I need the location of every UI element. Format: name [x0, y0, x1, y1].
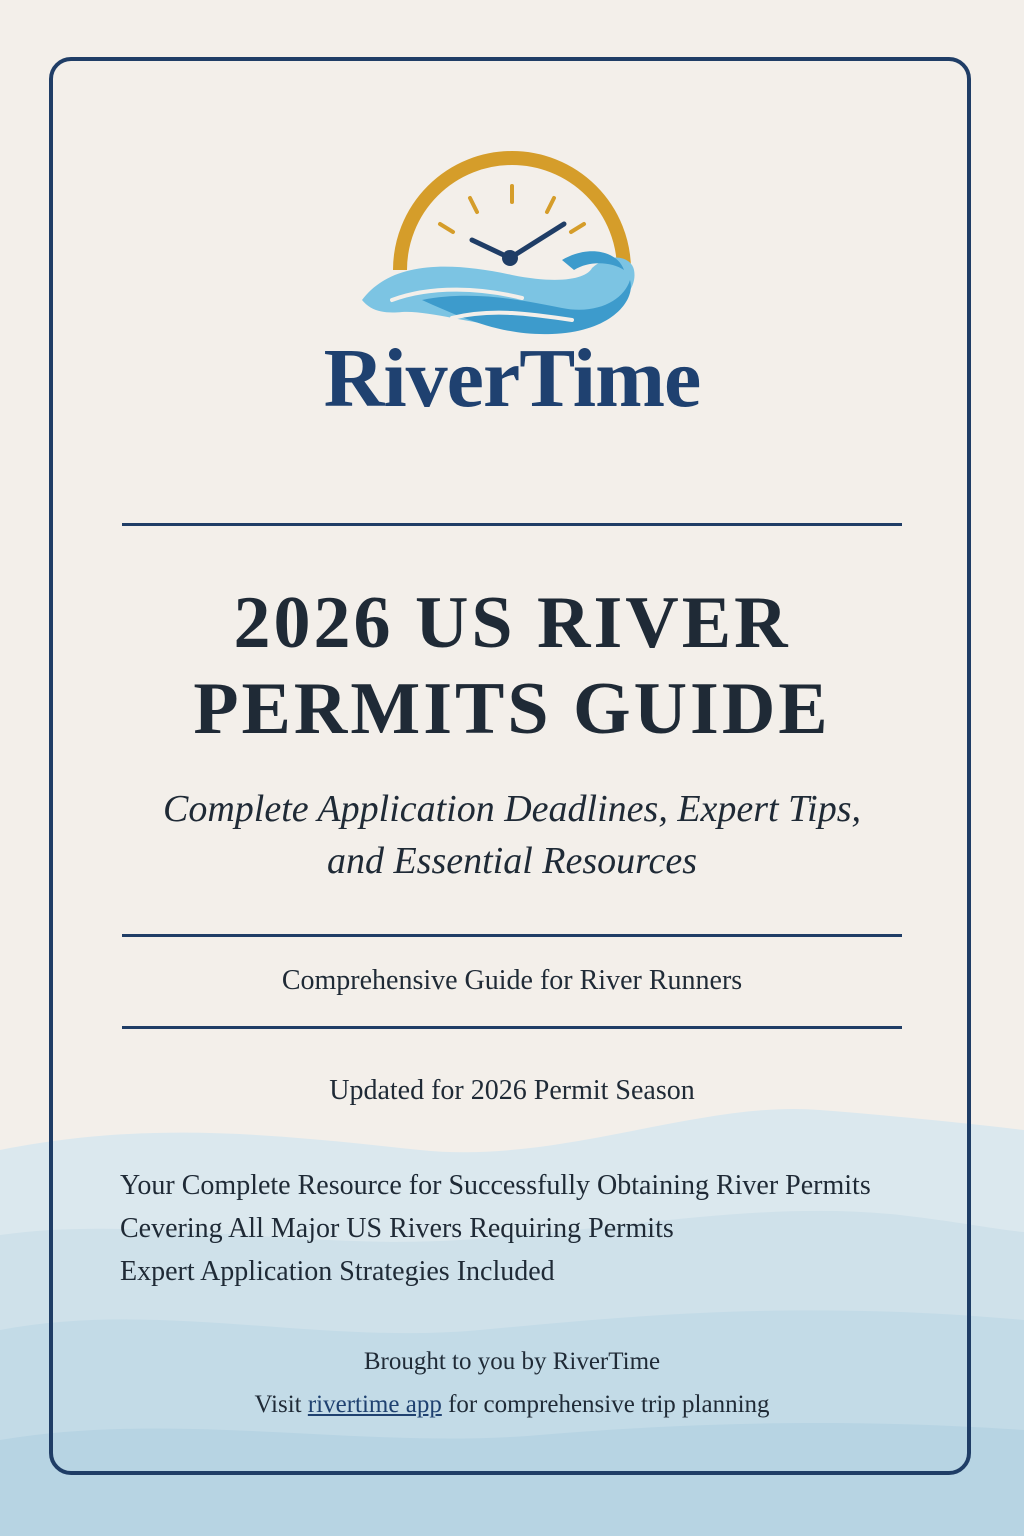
rivertime-logo-icon: [362, 150, 662, 340]
feature-line-1: Your Complete Resource for Successfully Obtaining River Permits: [120, 1170, 871, 1201]
subtitle-line-2: and Essential Resources: [326, 840, 698, 882]
visit-suffix: for comprehensive trip planning: [448, 1391, 770, 1418]
visit-line: [0, 1391, 1024, 1419]
subtitle-line-1: Complete Application Deadlines, Expert Tips,: [162, 788, 861, 830]
brand-name: RiverTime: [323, 332, 701, 425]
divider-top: [122, 523, 902, 526]
divider-bottom: [122, 1026, 902, 1029]
brought-by: Brought to you by RiverTime: [363, 1348, 661, 1375]
divider-middle: [122, 934, 902, 937]
tagline: Comprehensive Guide for River Runners: [281, 965, 743, 996]
visit-prefix: Visit: [254, 1391, 302, 1418]
feature-line-2: Cevering All Major US Rivers Requiring Permits: [120, 1213, 674, 1244]
feature-line-3: Expert Application Strategies Included: [120, 1256, 555, 1287]
rivertime-app-link[interactable]: rivertime app: [307, 1391, 442, 1418]
title-line-2: PERMITS GUIDE: [193, 668, 831, 750]
updated-note: Updated for 2026 Permit Season: [329, 1075, 695, 1106]
title-line-1: 2026 US RIVER: [233, 582, 791, 664]
